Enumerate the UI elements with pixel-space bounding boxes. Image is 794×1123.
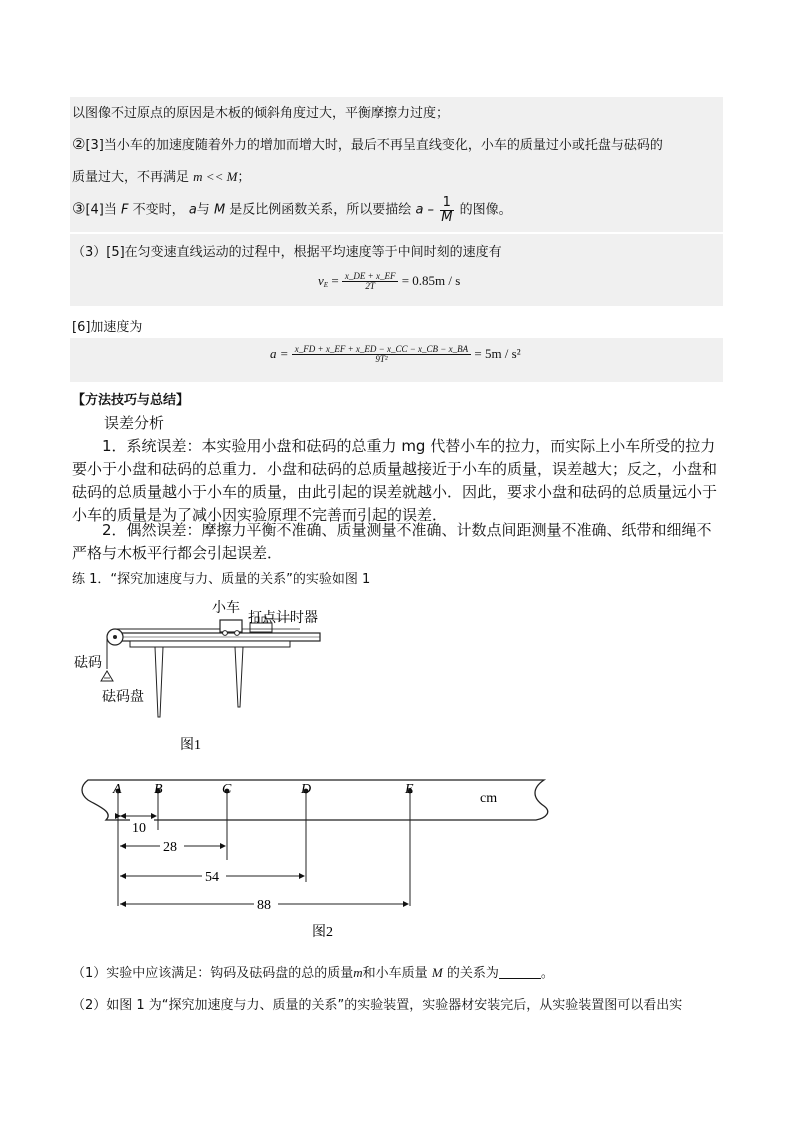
question-1 xyxy=(72,962,554,981)
label-car: 小车 xyxy=(212,601,240,616)
weight xyxy=(101,671,113,681)
equation-velocity: $v_E$ = $\frac{x\_DE + x\_EF}{2T}$ = 0.85m / s xyxy=(318,271,461,292)
q1-b: 和小车质量 xyxy=(362,966,428,981)
tag-4: [4] xyxy=(85,202,104,218)
l4-f: 的图像。 xyxy=(459,202,512,218)
table-top xyxy=(130,641,290,647)
var-F: F xyxy=(121,202,129,218)
eq2-lhs: a = xyxy=(270,345,289,361)
l4-d: 是反比例函数关系，所以要描绘 xyxy=(229,202,412,218)
eq2-num: x_FD + x_EF + x_ED − x_CC − x_CB − x_BA xyxy=(292,345,471,355)
l4-a: 当 xyxy=(103,202,117,218)
question-2: （2）如图 1 为“探究加速度与力、质量的关系”的实验装置，实验器材安装完后，从实验装置图可以看出实 xyxy=(72,998,683,1013)
label-weight: 砝码 xyxy=(74,656,102,671)
line-2-text: 当小车的加速度随着外力的增加而增大时，最后不再呈直线变化，小车的质量过小或托盘与砝码的 xyxy=(103,138,663,153)
var-M: M xyxy=(213,202,226,218)
exercise-title: 练 1．“探究加速度与力、质量的关系”的实验如图 1 xyxy=(72,572,371,587)
point-C: C xyxy=(222,782,232,797)
line-3-end: ； xyxy=(237,170,251,185)
q1-end: 。 xyxy=(540,966,554,981)
circled-3: ③ xyxy=(72,199,86,218)
eq1-rhs: = 0.85m / s xyxy=(401,272,461,288)
table-leg-left xyxy=(155,647,163,717)
eq1-fraction xyxy=(342,272,399,292)
q1-var-m: m xyxy=(353,965,363,980)
distance-AB: 10 xyxy=(132,821,146,836)
solution-line-1: 以图像不过原点的原因是木板的倾斜角度过大，平衡摩擦力过度； xyxy=(72,106,450,121)
eq1-lhs: v xyxy=(318,272,324,288)
l4-b: 不变时， xyxy=(132,202,185,218)
tag-3: [3] xyxy=(85,138,104,153)
line-3-math: m << M xyxy=(193,169,238,184)
fraction-1-over-M xyxy=(438,196,455,224)
l4-e: a – xyxy=(415,202,435,218)
eq1-den: 2T xyxy=(365,281,375,292)
q1-a: （1）实验中应该满足：钩码及砝码盘的总的质量 xyxy=(72,966,354,981)
point-A: A xyxy=(113,782,122,797)
point-E: E xyxy=(405,782,414,797)
q1-c: 的关系为 xyxy=(446,966,499,981)
q1-var-M: M xyxy=(431,965,443,980)
car xyxy=(220,620,242,632)
label-pan: 砝码盘 xyxy=(102,690,144,705)
unit-label: cm xyxy=(480,791,498,806)
answer-blank[interactable] xyxy=(499,966,541,979)
solution-line-2 xyxy=(72,134,663,153)
equation-acceleration xyxy=(270,345,521,365)
figure-1-caption: 图1 xyxy=(180,738,201,753)
point-B: B xyxy=(154,782,163,797)
eq1-num: x_DE + x_EF xyxy=(342,272,399,282)
solution-line-4 xyxy=(72,196,512,224)
solution-line-3 xyxy=(72,166,250,185)
var-a: a xyxy=(188,202,197,218)
point-D: D xyxy=(301,782,312,797)
l4-c: 与 xyxy=(196,202,210,218)
eq1-lhs-sub: E xyxy=(323,280,329,289)
figure-2-tape xyxy=(70,770,560,950)
figure-2-caption: 图2 xyxy=(312,925,333,940)
distance-AE: 88 xyxy=(257,898,271,913)
solution-line-5: （3）[5]在匀变速直线运动的过程中，根据平均速度等于中间时刻的速度有 xyxy=(72,245,502,260)
tape-outline xyxy=(82,780,548,820)
line-3-text: 质量过大，不再满足 xyxy=(72,170,190,185)
circled-2: ② xyxy=(72,135,86,153)
label-timer: 打点计时器 xyxy=(248,611,318,626)
eq2-rhs: = 5m / s² xyxy=(474,345,521,361)
solution-line-6: [6]加速度为 xyxy=(72,320,143,335)
method-heading: 【方法技巧与总结】 xyxy=(72,393,190,408)
method-paragraph-1: 1．系统误差：本实验用小盘和砝码的总重力 mg 代替小车的拉力，而实际上小车所受的拉力要小于小盘和砝码的总重力．小盘和砝码的总质量越接近于小车的质量，误差越大；反之，小盘和砝码的总质量越小于小车的质量，由此引起的误差就越小．因此，要求小盘和砝码的总质量远小于小车的质量是为了减小因实验原理不完善而引起的误差． xyxy=(72,437,718,524)
frac-den: M xyxy=(441,209,453,225)
method-paragraph-2: 2．偶然误差：摩擦力平衡不准确、质量测量不准确、计数点间距测量不准确、纸带和细绳不严格与木板平行都会引起误差． xyxy=(72,521,712,562)
distance-AD: 54 xyxy=(205,870,219,885)
distance-AC: 28 xyxy=(163,840,177,855)
table-leg-right xyxy=(235,647,243,707)
method-subheading: 误差分析 xyxy=(104,414,165,432)
eq2-den: 9T² xyxy=(375,354,388,365)
eq2-fraction xyxy=(292,345,471,365)
figure-1-apparatus xyxy=(70,595,360,765)
frac-num: 1 xyxy=(440,196,454,211)
